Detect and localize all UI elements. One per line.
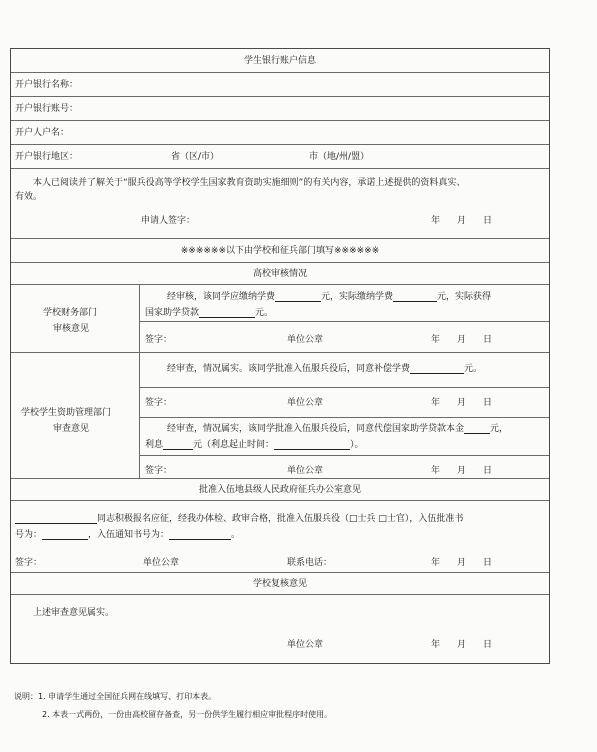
recruit-office-title: 批准入伍地县级人民政府征兵办公室意见 xyxy=(11,479,549,501)
date-year: 年 xyxy=(431,398,441,408)
aid-dept-label: 学校学生资助管理部门 xyxy=(21,408,112,418)
date-month: 月 xyxy=(457,466,467,476)
recruit-sign-label: 签字： xyxy=(15,558,43,568)
city-label: 市（地/州/盟） xyxy=(309,152,370,162)
finance-dept-label: 学校财务部门 xyxy=(43,308,98,318)
aid-opinion-label: 审查意见 xyxy=(53,424,90,434)
recruit-office-section xyxy=(11,501,549,573)
date-day: 日 xyxy=(483,216,493,226)
college-review-title: 高校审核情况 xyxy=(11,263,549,285)
declaration-line-2: 有效。 xyxy=(15,192,43,202)
form-notes xyxy=(14,688,332,724)
finance-seal-label: 单位公章 xyxy=(287,335,324,345)
date-day: 日 xyxy=(483,558,493,568)
recheck-opinion-text: 上述审查意见属实。 xyxy=(33,608,115,618)
aid-tuition-text: 经审查，情况属实。该同学批准入伍服兵役后，同意补偿学费 元。 xyxy=(167,364,483,374)
date-day: 日 xyxy=(483,466,493,476)
recheck-seal-label: 单位公章 xyxy=(287,640,324,650)
account-number-field: 开户银行账号： xyxy=(11,97,549,121)
bank-info-title: 学生银行账户信息 xyxy=(11,49,549,73)
recruit-text-line-1: 同志积极报名应征，经我办体检、政审合格，批准入伍服兵役（□士兵 □士官），入伍批准书 xyxy=(15,511,463,524)
student-aid-section xyxy=(11,353,549,479)
declaration-section xyxy=(11,169,549,239)
recruit-phone-label: 联系电话： xyxy=(287,558,333,568)
date-year: 年 xyxy=(431,335,441,345)
aid-seal-label-2: 单位公章 xyxy=(287,466,324,476)
recruit-text-line-2: 号为： ，入伍通知书号为： 。 xyxy=(15,530,241,540)
province-label: 省（区/市） xyxy=(171,152,220,162)
date-month: 月 xyxy=(457,398,467,408)
note-line-1: 说明：1. 申请学生通过全国征兵网在线填写、打印本表。 xyxy=(14,692,217,701)
aid-loan-text-line-1: 经审查，情况属实，该同学批准入伍服兵役后，同意代偿国家助学贷款本金 元， xyxy=(167,424,509,434)
date-month: 月 xyxy=(457,558,467,568)
aid-seal-label-1: 单位公章 xyxy=(287,398,324,408)
finance-sign-label: 签字： xyxy=(145,335,173,345)
divider-row: ※※※※※※以下由学校和征兵部门填写※※※※※※ xyxy=(11,239,549,263)
finance-text-line-2: 国家助学贷款 元。 xyxy=(145,308,274,318)
date-year: 年 xyxy=(431,216,441,226)
school-recheck-title: 学校复核意见 xyxy=(11,573,549,595)
bank-region-row xyxy=(11,145,549,169)
finance-text-line-1: 经审核，该同学应缴纳学费 元，实际缴纳学费 元，实际获得 xyxy=(167,292,492,302)
date-day: 日 xyxy=(483,640,493,650)
bank-name-field: 开户银行名称： xyxy=(11,73,549,97)
date-month: 月 xyxy=(457,216,467,226)
region-label: 开户银行地区： xyxy=(15,152,79,162)
date-year: 年 xyxy=(431,640,441,650)
applicant-signature-label: 申请人签字： xyxy=(141,216,196,226)
declaration-line-1: 本人已阅读并了解关于“服兵役高等学校学生国家教育资助实施细则”的有关内容，承诺上述提供的资料真实、 xyxy=(33,178,466,188)
date-year: 年 xyxy=(431,558,441,568)
application-form xyxy=(10,48,550,664)
recruit-seal-label: 单位公章 xyxy=(143,558,180,568)
school-recheck-section xyxy=(11,595,549,665)
aid-loan-text-line-2: 利息 元（利息起止时间： ）。 xyxy=(145,440,364,450)
date-year: 年 xyxy=(431,466,441,476)
date-month: 月 xyxy=(457,640,467,650)
date-month: 月 xyxy=(457,335,467,345)
account-holder-field: 开户人户名： xyxy=(11,121,549,145)
date-day: 日 xyxy=(483,398,493,408)
aid-sign-label-2: 签字： xyxy=(145,466,173,476)
finance-opinion-label: 审核意见 xyxy=(53,324,90,334)
note-line-2: 2. 本表一式两份，一份由高校留存备查，另一份供学生履行相应审批程序时使用。 xyxy=(42,710,333,719)
aid-sign-label-1: 签字： xyxy=(145,398,173,408)
date-day: 日 xyxy=(483,335,493,345)
finance-section xyxy=(11,285,549,353)
